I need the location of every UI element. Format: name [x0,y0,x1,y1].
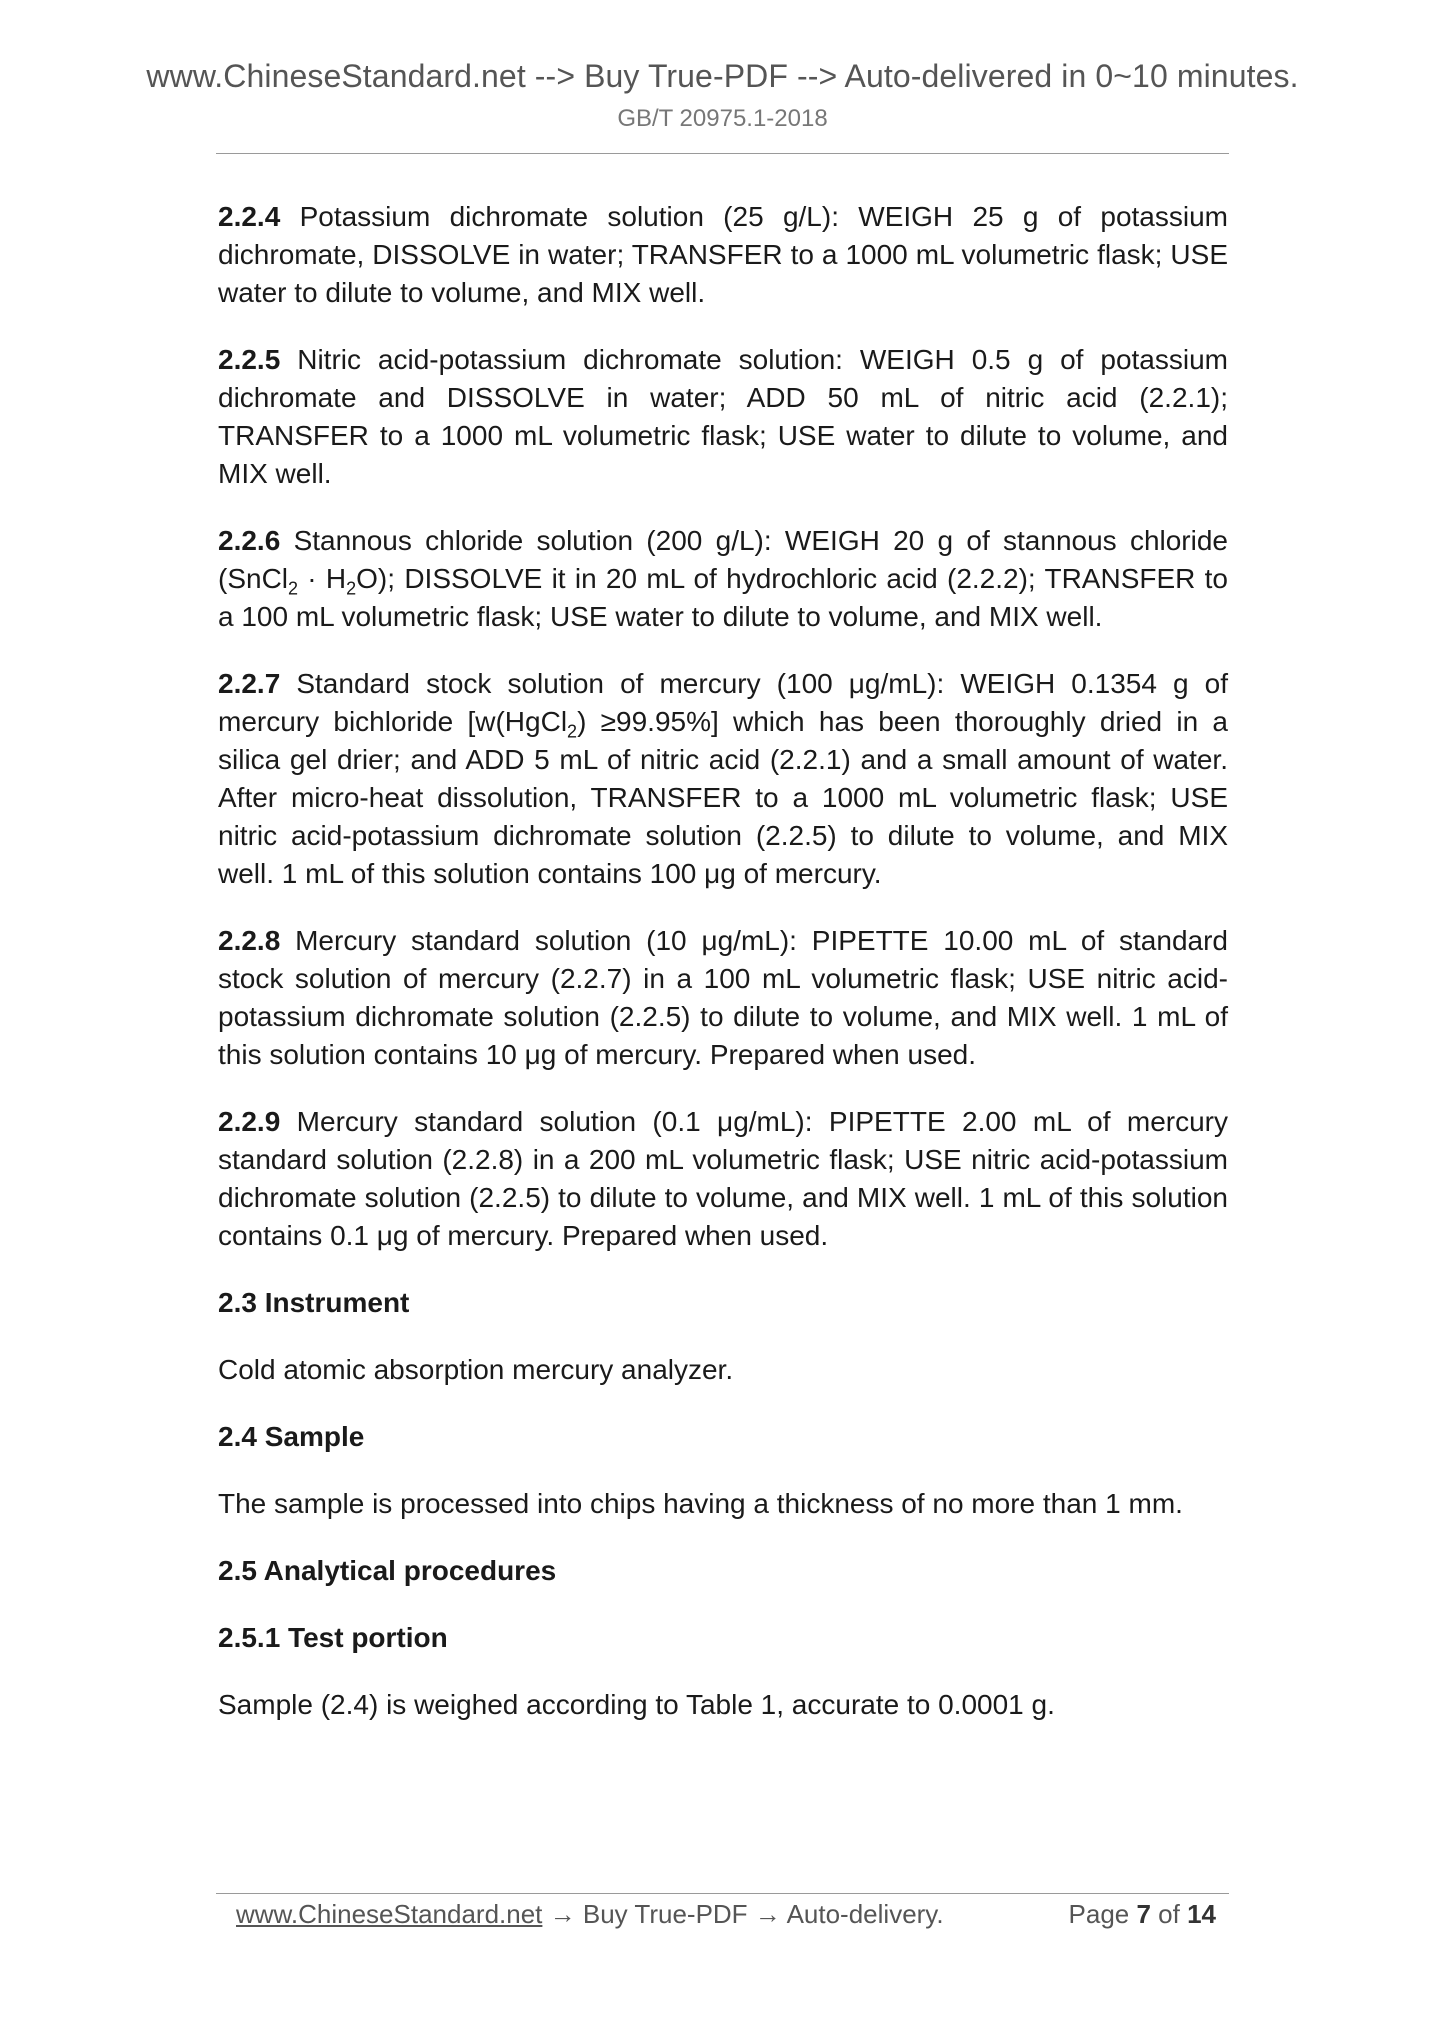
page-total: 14 [1187,1899,1216,1929]
clause-number: 2.2.7 [218,668,281,699]
section-heading-2-5: 2.5 Analytical procedures [218,1555,557,1586]
footer-promo [236,1896,944,1932]
section-heading-2-4: 2.4 Sample [218,1421,365,1452]
clause-text: Mercury standard solution (0.1 μg/mL): PIPETTE 2.00 mL of mercury standard solution (2.2.8) in a 200 mL volumetric flask; USE nitric acid-potassium dichromate solution (2.2.5) to dilute to volume, and MIX well. 1 mL of this solution contains 0.1 μg of mercury. Prepared when used. [218,1106,1228,1251]
clause-2-2-4 [218,198,1228,312]
clause-number: 2.2.8 [218,925,281,956]
clause-text: ) ≥99.95%] which has been thoroughly dried in a silica gel drier; and ADD 5 mL of nitric acid (2.2.1) and a small amount of water. After micro-heat dissolution, TRANSFER to a 1000 mL volumetric flask; USE nitric acid-potassium dichromate solution (2.2.5) to dilute to volume, and MIX well. 1 mL of this solution contains 100 μg of mercury. [218,706,1228,889]
clause-number: 2.2.6 [218,525,281,556]
footer-promo-text: → Buy True-PDF → Auto-delivery. [542,1899,944,1929]
clause-text: · H [298,563,347,594]
clause-2-2-5 [218,341,1228,493]
subscript: 2 [288,578,299,599]
clause-number: 2.2.4 [218,201,281,232]
section-heading-2-5-1: 2.5.1 Test portion [218,1622,448,1653]
page-number [1069,1896,1216,1932]
clause-text: Mercury standard solution (10 μg/mL): PIPETTE 10.00 mL of standard stock solution of mercury (2.2.7) in a 100 mL volumetric flask; USE nitric acid-potassium dichromate solution (2.2.5) to dilute to volume, and MIX well. 1 mL of this solution contains 10 μg of mercury. Prepared when used. [218,925,1228,1070]
clause-text: Nitric acid-potassium dichromate solution: WEIGH 0.5 g of potassium dichromate and DISSOLVE in water; ADD 50 mL of nitric acid (2.2.1); TRANSFER to a 1000 mL volumetric flask; USE water to dilute to volume, and MIX well. [218,344,1228,489]
section-text-2-4: The sample is processed into chips having a thickness of no more than 1 mm. [218,1488,1183,1519]
header-banner: www.ChineseStandard.net --> Buy True-PDF --> Auto-delivered in 0~10 minutes. [146,58,1299,94]
clause-number: 2.2.5 [218,344,281,375]
clause-number: 2.2.9 [218,1106,281,1137]
clause-2-2-6 [218,522,1228,636]
footer-site-link[interactable]: www.ChineseStandard.net [236,1899,543,1929]
clause-2-2-9 [218,1103,1228,1255]
clause-text: Potassium dichromate solution (25 g/L): WEIGH 25 g of potassium dichromate, DISSOLVE in water; TRANSFER to a 1000 mL volumetric flask; USE water to dilute to volume, and MIX well. [218,201,1228,308]
page-of-label: of [1150,1899,1188,1929]
footer-divider [216,1893,1229,1894]
clause-text: O); DISSOLVE it in 20 mL of hydrochloric acid (2.2.2); TRANSFER to a 100 mL volumetric flask; USE water to dilute to volume, and MIX well. [218,563,1228,632]
subscript: 2 [346,578,357,599]
section-heading-2-3: 2.3 Instrument [218,1287,410,1318]
clause-2-2-7 [218,665,1228,893]
section-text-2-5-1: Sample (2.4) is weighed according to Table 1, accurate to 0.0001 g. [218,1689,1055,1720]
page-current: 7 [1136,1899,1151,1929]
clause-text: Standard stock solution of mercury (100 μg/mL): WEIGH 0.1354 g of mercury bichloride [w(HgCl [218,668,1228,737]
section-text-2-3: Cold atomic absorption mercury analyzer. [218,1354,734,1385]
document-id: GB/T 20975.1-2018 [617,105,828,132]
page-label: Page [1068,1899,1137,1929]
header-divider [216,153,1229,154]
page-body [218,198,1228,1753]
clause-2-2-8 [218,922,1228,1074]
clause-text: Stannous chloride solution (200 g/L): WEIGH 20 g of stannous chloride (SnCl [218,525,1228,594]
subscript: 2 [567,721,578,742]
